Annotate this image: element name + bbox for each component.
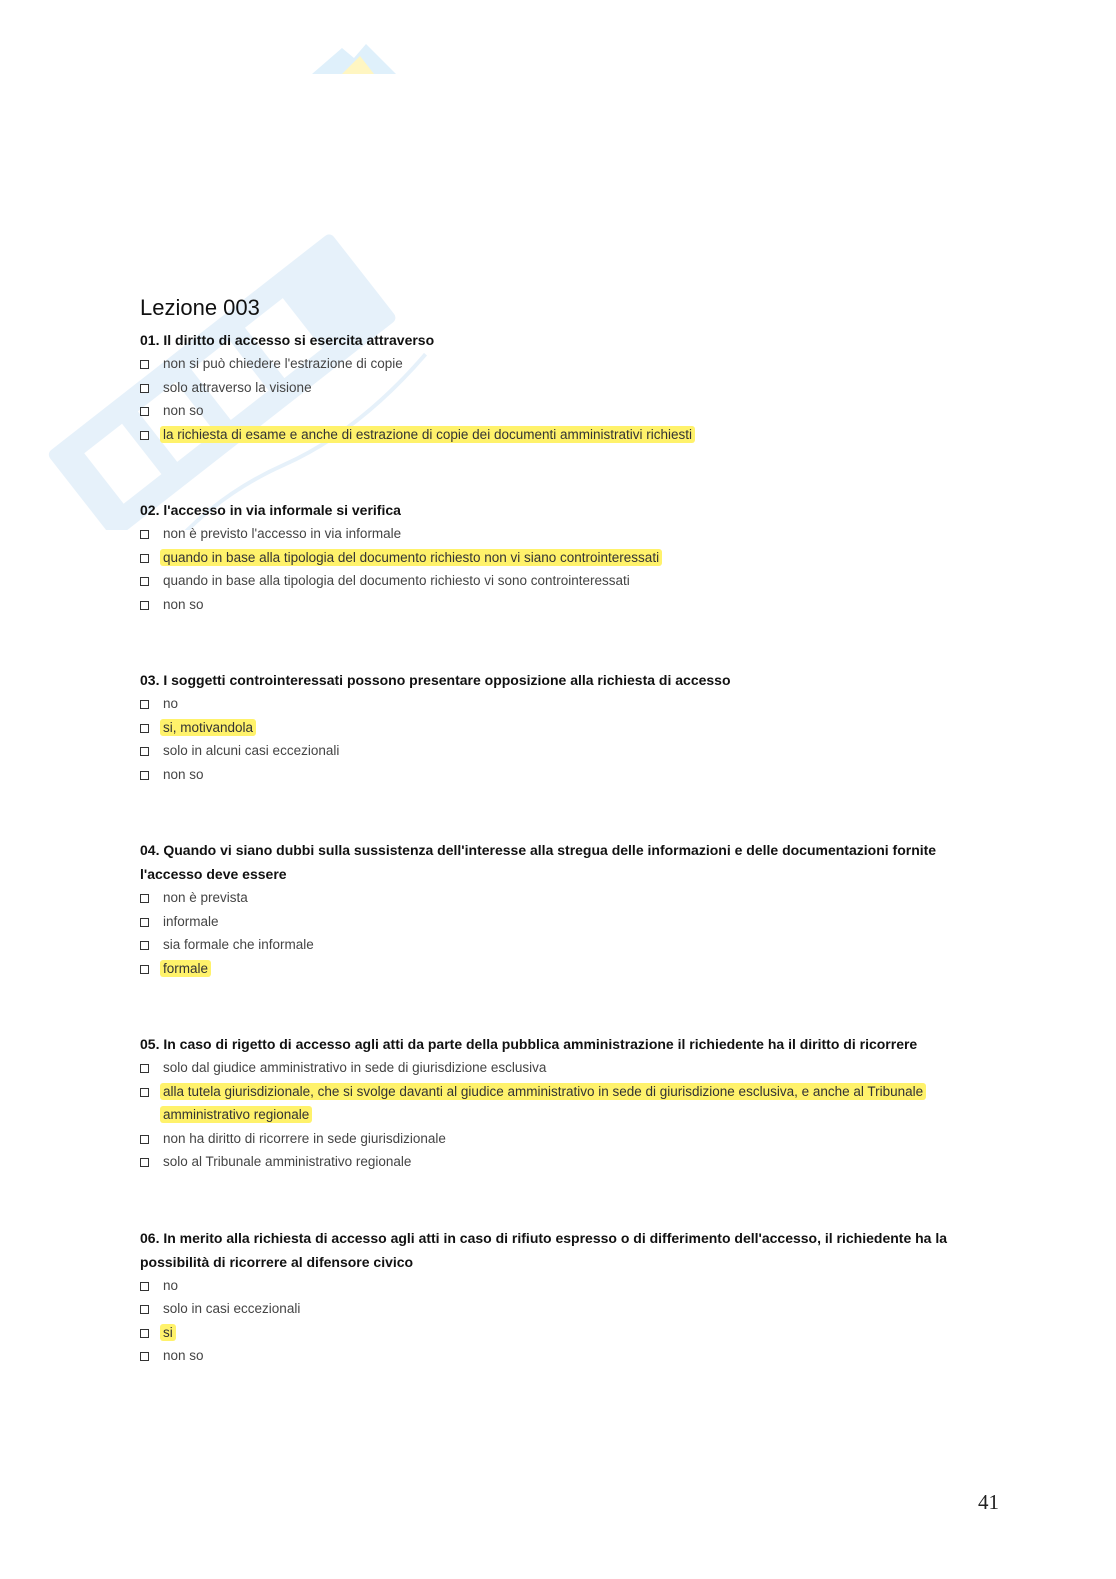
answer-text: non so xyxy=(163,596,204,612)
checkbox-icon xyxy=(140,941,149,950)
answer-option xyxy=(140,593,970,617)
logo-mountain-icon xyxy=(312,40,396,74)
answer-option xyxy=(140,1150,970,1174)
answer-option xyxy=(140,399,970,423)
checkbox-icon xyxy=(140,894,149,903)
checkbox-icon xyxy=(140,771,149,780)
answer-text: non è prevista xyxy=(163,890,248,905)
answer-text: solo al Tribunale amministrativo regionale xyxy=(163,1154,412,1169)
checkbox-icon xyxy=(140,724,149,733)
answer-option xyxy=(140,1056,970,1080)
answer-option xyxy=(140,569,970,593)
answer-text: no xyxy=(163,696,179,711)
question-text: 05. In caso di rigetto di accesso agli atti da parte della pubblica amministrazione il richiedente ha il diritto di ricorrere xyxy=(140,1036,918,1052)
checkbox-icon xyxy=(140,1135,149,1144)
highlighted-answer-text: la richiesta di esame e anche di estrazione di copie dei documenti amministrativi richiesti xyxy=(160,426,695,443)
answer-text: non so xyxy=(163,403,204,418)
answer-option xyxy=(140,423,970,447)
checkbox-icon xyxy=(140,1158,149,1167)
answer-options xyxy=(140,886,970,980)
answer-options xyxy=(140,352,970,446)
question-text: 04. Quando vi siano dubbi sulla sussistenza dell'interesse alla stregua delle informazioni e delle documentazioni fornite l'accesso deve essere xyxy=(140,842,937,882)
answer-option xyxy=(140,352,970,376)
answer-text: non ha diritto di ricorrere in sede giurisdizionale xyxy=(163,1130,446,1146)
checkbox-icon xyxy=(140,1282,149,1291)
question-block xyxy=(140,1226,970,1368)
checkbox-icon xyxy=(140,700,149,709)
answer-option xyxy=(140,763,970,787)
answer-option xyxy=(140,1127,970,1151)
question-block xyxy=(140,498,970,616)
question-text: 02. l'accesso in via informale si verifica xyxy=(140,502,401,518)
document-body xyxy=(140,294,970,1368)
checkbox-icon xyxy=(140,1352,149,1361)
answer-options xyxy=(140,522,970,616)
question-text: 01. Il diritto di accesso si esercita attraverso xyxy=(140,332,435,348)
answer-option xyxy=(140,546,970,570)
checkbox-icon xyxy=(140,407,149,416)
highlighted-answer-text: quando in base alla tipologia del documento richiesto non vi siano controinteressati xyxy=(160,549,662,566)
checkbox-icon xyxy=(140,965,149,974)
answer-text: solo attraverso la visione xyxy=(163,379,312,395)
answer-option xyxy=(140,716,970,740)
answer-text: non si può chiedere l'estrazione di copie xyxy=(163,356,403,371)
question-block xyxy=(140,668,970,786)
checkbox-icon xyxy=(140,1305,149,1314)
checkbox-icon xyxy=(140,360,149,369)
highlighted-answer-text: formale xyxy=(160,960,211,977)
answer-text: non so xyxy=(163,1348,204,1363)
answer-text: non so xyxy=(163,766,204,782)
answer-option xyxy=(140,522,970,546)
answer-options xyxy=(140,1056,970,1174)
question-text: 03. I soggetti controinteressati possono presentare opposizione alla richiesta di accesso xyxy=(140,672,731,688)
answer-options xyxy=(140,692,970,786)
answer-option xyxy=(140,692,970,716)
checkbox-icon xyxy=(140,554,149,563)
checkbox-icon xyxy=(140,384,149,393)
checkbox-icon xyxy=(140,1088,149,1097)
questions-list xyxy=(140,328,970,1368)
answer-option xyxy=(140,933,970,957)
answer-text: informale xyxy=(163,913,219,929)
answer-options xyxy=(140,1274,970,1368)
question-block xyxy=(140,838,970,980)
checkbox-icon xyxy=(140,918,149,927)
question-text: 06. In merito alla richiesta di accesso agli atti in caso di rifiuto espresso o di differimento dell'accesso, il richiedente ha la possibilità di ricorrere al difensore civico xyxy=(140,1229,948,1270)
highlighted-answer-text: si, motivandola xyxy=(160,719,256,736)
highlighted-answer-text: si xyxy=(160,1324,176,1341)
answer-text: no xyxy=(163,1277,179,1293)
answer-text: sia formale che informale xyxy=(163,937,314,952)
checkbox-icon xyxy=(140,1329,149,1338)
answer-text: solo in alcuni casi eccezionali xyxy=(163,743,340,758)
checkbox-icon xyxy=(140,431,149,440)
checkbox-icon xyxy=(140,530,149,539)
answer-option xyxy=(140,739,970,763)
lesson-title: Lezione 003 xyxy=(140,295,260,320)
checkbox-icon xyxy=(140,1064,149,1073)
answer-text: solo dal giudice amministrativo in sede di giurisdizione esclusiva xyxy=(163,1060,547,1075)
answer-option xyxy=(140,1297,970,1321)
answer-option xyxy=(140,886,970,910)
answer-option xyxy=(140,957,970,981)
page-number: 41 xyxy=(978,1490,999,1514)
answer-text: solo in casi eccezionali xyxy=(163,1301,301,1316)
checkbox-icon xyxy=(140,747,149,756)
answer-option xyxy=(140,1321,970,1345)
answer-option xyxy=(140,910,970,934)
question-block xyxy=(140,1032,970,1174)
answer-text: quando in base alla tipologia del documento richiesto vi sono controinteressati xyxy=(163,573,630,588)
answer-text: non è previsto l'accesso in via informale xyxy=(163,526,402,541)
answer-option xyxy=(140,376,970,400)
highlighted-answer-text: alla tutela giurisdizionale, che si svolge davanti al giudice amministrativo in sede di giurisdizione esclusiva, e anche al Tribunale amministrativo regionale xyxy=(160,1083,926,1124)
checkbox-icon xyxy=(140,601,149,610)
checkbox-icon xyxy=(140,577,149,586)
answer-option xyxy=(140,1080,970,1127)
question-block xyxy=(140,328,970,446)
answer-option xyxy=(140,1274,970,1298)
answer-option xyxy=(140,1344,970,1368)
